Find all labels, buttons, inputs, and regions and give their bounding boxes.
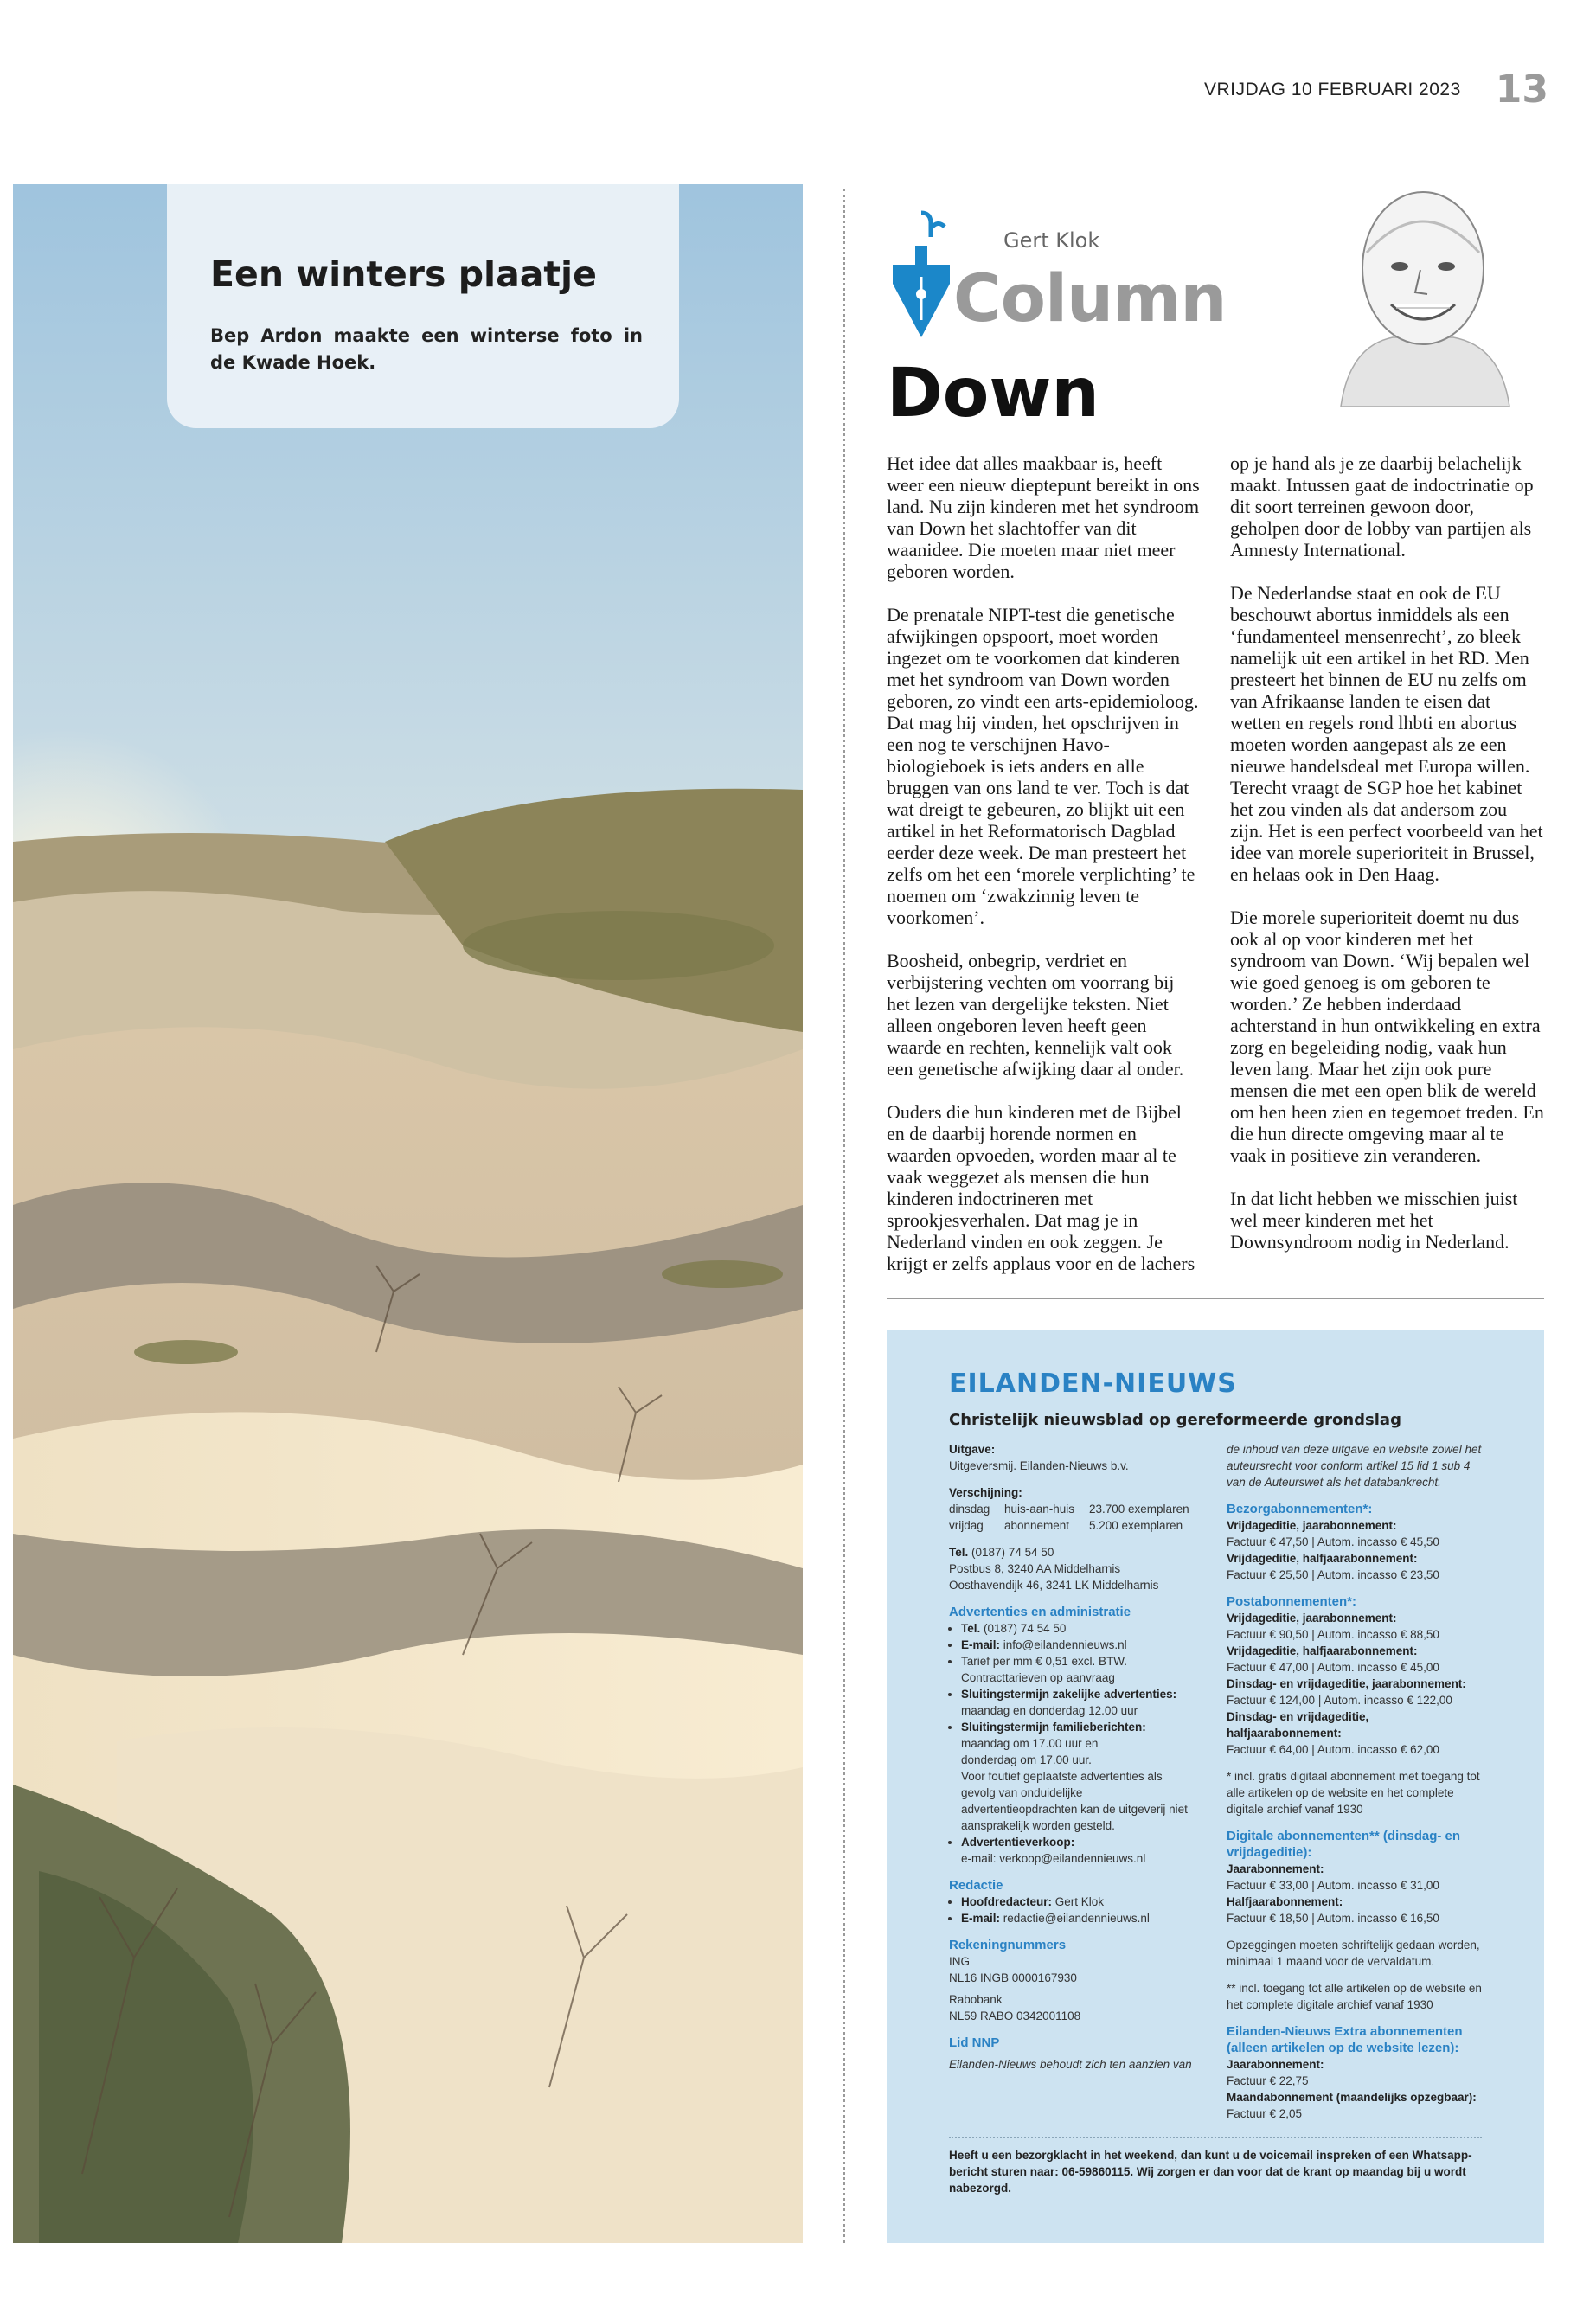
colophon-separator <box>949 2137 1482 2138</box>
uitgave-block: Uitgave: Uitgeversmij. Eilanden-Nieuws b.v. <box>949 1443 1129 1472</box>
colophon-right-column: de inhoud van deze uitgave en website zowel het auteursrecht voor conform artikel 15 lid 1 sub 4 van de Auteurswet als het databankrecht. Bezorgabonnementen*: Vrijdageditie, jaarabonnement: Factuur € 47,50 | Autom. incasso € 45,50 Vrijdageditie, halfjaarabonnement: Factuur € 25,50 | Autom. incasso € 23,50 Postabonnementen*: Vrijdageditie, jaarabonnement: Factuur € 90,50 | Autom. incasso € 88,50 Vrijdageditie, halfjaarabonnement: Factuur € 47,00 | Autom. incasso € 45,00 Dinsdag- en vrijdageditie, jaarabonnement: Factuur € 124,00 | Autom. incasso € 122,00 Dinsdag- en vrijdageditie, halfjaarabonnement: Factuur € 64,00 | Autom. incasso € 62,00 * incl. gratis digitaal abonnement met toegang tot alle artikelen op de website en het complete digitale archief vanaf 1930 Digitale abonnementen** (dinsdag- en vrijdageditie): Jaarabonnement: Factuur € 33,00 | Autom. incasso € 31,00 Halfjaarabonnement: Factuur € 18,50 | Autom. incasso € 16,50 Opzeggingen moeten schriftelijk gedaan worden, minimaal 1 maand voor de vervaldatum. ** incl. toegang tot alle artikelen op de website en het complete digitale archief vanaf 1930 Eilanden-Nieuws Extra abonnementen (alleen artikelen op de website lezen): Jaarabonnement: Factuur € 22,75 Maandabonnement (maandelijks opzegbaar): Factuur € 2,05 <box>1227 1441 1486 2132</box>
phone-number: (0187) 74 54 50 <box>971 1546 1054 1559</box>
article-paragraph: De prenatale NIPT-test die genetische afwijkingen opspoort, moet worden ingezet om te voorkomen dat kinderen met het syndroom van Down worden geboren, zo vindt een arts-epidemioloog. Dat mag hij vinden, het opschrijven in een nog te verschijnen Havo-biologieboek is iets anders en alle bruggen van ons land te ver. Toch is dat wat dreigt te gebeuren, zo blijkt uit een artikel in het Reformatorisch Dagblad eerder deze week. De man presteert het zelfs om het een ‘morele verplichting’ te noemen om ‘zwakzinnig leven te voorkomen’. <box>887 604 1199 928</box>
article-paragraph: Boosheid, onbegrip, verdriet en verbijstering vechten om voorrang bij het lezen van dergelijke teksten. Niet alleen ongeboren leven heeft geen waarde en rechten, kennelijk valt ook een genetische afwijking daar al onder. <box>887 950 1184 1080</box>
verkoop-email-link[interactable]: e-mail: verkoop@eilandennieuws.nl <box>961 1852 1146 1865</box>
digitaal-block: Digitale abonnementen** (dinsdag- en vrijdageditie): Jaarabonnement: Factuur € 33,00 | Autom. incasso € 31,00 Halfjaarabonnement: Factuur € 18,50 | Autom. incasso € 16,50 <box>1227 1829 1461 1925</box>
article-paragraph: Die morele superioriteit doemt nu dus ook al op voor kinderen met het syndroom van Down. ‘Wij bepalen wel wie goed genoeg is om geboren te worden.’ Ze hebben inderdaad achterstand in hun ontwikkeling en extra zorg en begeleiding nodig, vaak hun leven lang. Maar het zijn ook pure mensen die met een open blik de wereld om hen heen zien en tegemoet treden. En die hun directe omgeving maar al te vaak in positieve zin veranderen. <box>1230 907 1544 1166</box>
footnote: * incl. gratis digitaal abonnement met toegang tot alle artikelen op de website en het complete digitale archief vanaf 1930 <box>1227 1770 1480 1816</box>
street-address: Oosthavendijk 46, 3241 LK Middelharnis <box>949 1579 1159 1592</box>
footnote: ** incl. toegang tot alle artikelen op de website en het complete digitale archief vanaf 1930 <box>1227 1982 1482 2011</box>
redactie-email-link[interactable]: redactie@eilandennieuws.nl <box>1003 1912 1150 1925</box>
column-label: Column <box>953 260 1227 336</box>
article-paragraph: De Nederlandse staat en ook de EU beschouwt abortus inmiddels als een ‘fundamenteel mensenrecht’, zo bleek namelijk uit een artikel in het RD. Men presteert het binnen de EU nu zelfs om van Afrikaanse landen te eisen dat wetten en regels rond lhbti en abortus moeten worden aangepast als ze een nieuwe handelsdeal met Europa willen. Terecht vraagt de SGP hoe het kabinet het zou vinden als dat andersom zou zijn. Het is een perfect voorbeeld van het idee van morele superioriteit in Brussel, en helaas ook in Den Haag. <box>1230 582 1543 885</box>
post-block: Postabonnementen*: Vrijdageditie, jaarabonnement: Factuur € 90,50 | Autom. incasso € 88,50 Vrijdageditie, halfjaarabonnement: Factuur € 47,00 | Autom. incasso € 45,00 Dinsdag- en vrijdageditie, jaarabonnement: Factuur € 124,00 | Autom. incasso € 122,00 Dinsdag- en vrijdageditie, halfjaarabonnement: Factuur € 64,00 | Autom. incasso € 62,00 <box>1227 1594 1466 1756</box>
issue-date: VRIJDAG 10 FEBRUARI 2023 <box>1203 79 1461 99</box>
photo-caption-title: Een winters plaatje <box>210 253 597 295</box>
article-paragraph: Het idee dat alles maakbaar is, heeft weer een nieuw dieptepunt bereikt in ons land. Nu zijn kinderen met het syndroom van Down het slachtoffer van dit waanidee. Die moeten maar niet meer geboren worden. <box>887 452 1200 582</box>
opzeggingen-note: Opzeggingen moeten schriftelijk gedaan worden, minimaal 1 maand voor de vervaldatum. <box>1227 1939 1480 1968</box>
author-portrait <box>1324 173 1524 407</box>
postal-address: Postbus 8, 3240 AA Middelharnis <box>949 1562 1121 1575</box>
article-body <box>887 452 1544 1281</box>
bezorg-block: Bezorgabonnementen*: Vrijdageditie, jaarabonnement: Factuur € 47,50 | Autom. incasso € 45,50 Vrijdageditie, halfjaarabonnement: Factuur € 25,50 | Autom. incasso € 23,50 <box>1227 1502 1439 1581</box>
newspaper-masthead: EILANDEN-NIEUWS <box>949 1368 1237 1399</box>
colophon-box <box>887 1330 1544 2243</box>
article-paragraph: In dat licht hebben we misschien juist wel meer kinderen met het Downsyndroom nodig in Nederland. <box>1230 1188 1518 1253</box>
column-author: Gert Klok <box>1003 228 1100 253</box>
photo-caption-box <box>167 184 679 428</box>
fountain-pen-icon <box>884 208 958 339</box>
extra-block: Eilanden-Nieuws Extra abonnementen (alleen artikelen op de website lezen): Jaarabonnement: Factuur € 22,75 Maandabonnement (maandelijks opzegbaar): Factuur € 2,05 <box>1227 2024 1477 2120</box>
colophon-left-column <box>949 1441 1200 2083</box>
article-title: Down <box>887 355 1099 433</box>
dune-photo <box>13 184 803 2243</box>
adv-email-link[interactable]: info@eilandennieuws.nl <box>1003 1638 1127 1651</box>
contact-block: Tel. (0187) 74 54 50 Postbus 8, 3240 AA Middelharnis Oosthavendijk 46, 3241 LK Middelharnis <box>949 1544 1200 1593</box>
column-divider <box>843 189 845 2243</box>
verschijning-block: Verschijning: dinsdag huis-aan-huis 23.700 exemplaren vrijdag abonnement 5.200 exemplaren <box>949 1484 1200 1534</box>
newspaper-tagline: Christelijk nieuwsblad op gereformeerde grondslag <box>949 1411 1401 1429</box>
verschijning-row: dinsdag huis-aan-huis 23.700 exemplaren <box>949 1503 1189 1516</box>
nnp-block: Lid NNP Eilanden-Nieuws behoudt zich ten aanzien van <box>949 2035 1192 2071</box>
bezorgklacht-notice: Heeft u een bezorgklacht in het weekend, dan kunt u de voicemail inspreken of een Whatsapp-bericht sturen naar: 06-59860115. Wij zorgen er dan voor dat de krant op maandag bij u wordt nabezorgd. <box>949 2149 1472 2195</box>
page-number: 13 <box>1495 67 1548 112</box>
rekening-block: Rekeningnummers ING NL16 INGB 0000167930 Rabobank NL59 RABO 0342001108 <box>949 1938 1081 2022</box>
redactie-block: Redactie • Hoofdredacteur: Gert Klok • E-mail: redactie@eilandennieuws.nl <box>949 1877 1200 1926</box>
section-rule <box>887 1298 1544 1299</box>
article-paragraph: Ouders die hun kinderen met de Bijbel en de daarbij horende normen en waarden opvoeden, worden maar al te vaak weggezet als mensen die hun kinderen indoctrineren met sprookjesverhalen. Dat mag je in Nederland vinden en ook zeggen. Je krijgt er zelfs applaus voor en de lachers op je hand als je ze daarbij belachelijk maakt. Intussen gaat de indoctrinatie op dit soort terreinen gewoon door, geholpen door de lobby van partijen als Amnesty International. <box>887 452 1534 1274</box>
verschijning-row: vrijdag abonnement 5.200 exemplaren <box>949 1519 1183 1532</box>
page-header <box>1204 67 1548 112</box>
advertenties-block: Advertenties en administratie • Tel. (0187) 74 54 50 • E-mail: info@eilandennieuws.nl • Tarief per mm € 0,51 excl. BTW. Contracttarieven op aanvraag • Sluitingstermijn zakelijke advertenties: maandag en donderdag 12.00 uur • Sluitingstermijn familieberichten: maandag om 17.00 uur en donderdag om 17.00 uur. Voor foutief geplaatste advertenties als gevolg van onduidelijke advertentieopdrachten kan de uitgeverij niet aansprakelijk worden gesteld. • Advertentieverkoop: e-mail: verkoop@eilandennieuws.nl <box>949 1604 1200 1867</box>
photo-caption-text: Bep Ardon maakte een winterse foto in de Kwade Hoek. <box>210 325 643 373</box>
